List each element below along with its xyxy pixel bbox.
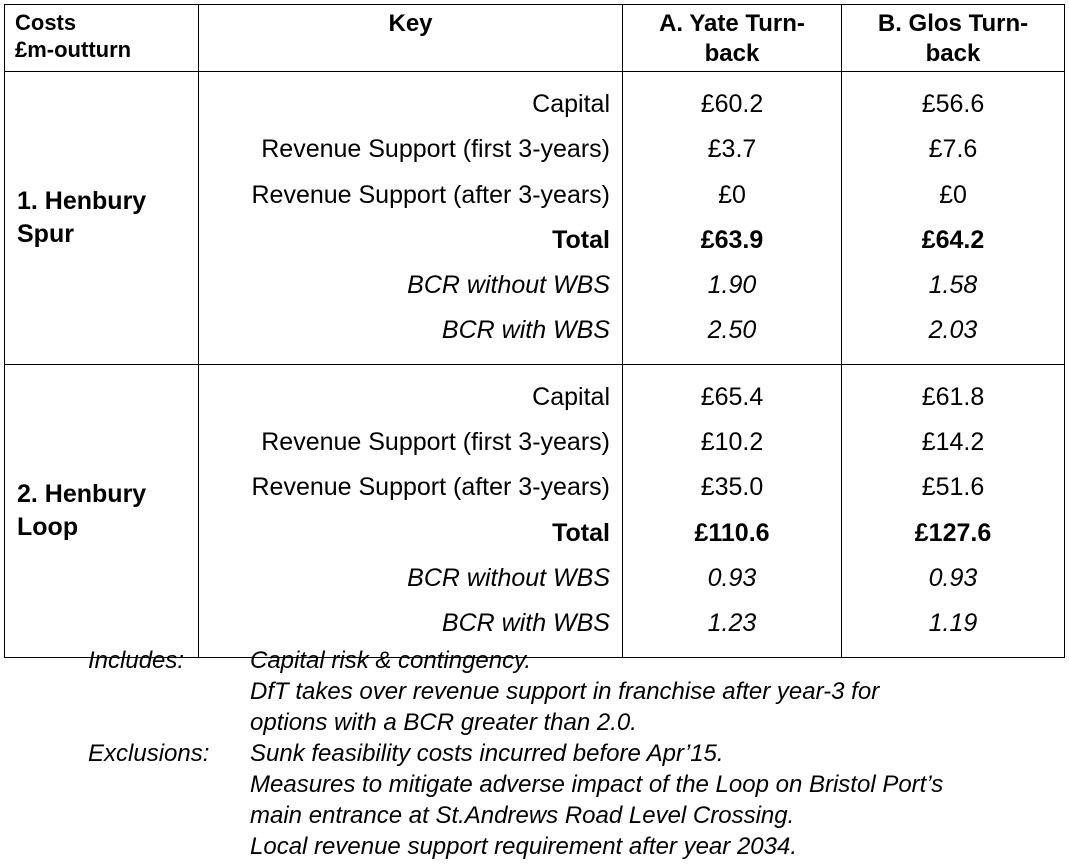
exclusions-label: Exclusions: [88,740,210,767]
key-bcr-with-wbs: BCR with WBS [441,316,610,345]
key-bcr-without-wbs: BCR without WBS [407,271,610,300]
option-a-column-henbury-loop [623,364,842,657]
key-total: Total [552,518,610,547]
header-option-b [842,5,1065,72]
value-b-capital: £56.6 [921,90,985,118]
exclusions-line: main entrance at St.Andrews Road Level Crossing. [250,802,795,829]
value-a-capital: £60.2 [700,90,764,118]
value-a-bcr-with-wbs: 2.50 [707,316,757,345]
header-key: Key [199,5,623,72]
option-a-column-henbury-spur [623,72,842,365]
header-costs-line2: £m-outturn [15,37,132,62]
group-label-henbury-loop [5,364,199,657]
header-option-a [623,5,842,72]
includes-row [0,676,1069,707]
group-label-line1: 1. Henbury [17,186,147,215]
value-a-revenue-first: £10.2 [700,428,764,457]
key-revenue-first: Revenue Support (first 3-years) [261,428,610,457]
value-b-bcr-without-wbs: 0.93 [928,563,978,592]
costs-table [4,4,1065,658]
header-costs-line1: Costs [15,10,77,35]
key-bcr-with-wbs: BCR with WBS [441,609,610,638]
value-b-revenue-after: £51.6 [921,473,985,502]
value-a-bcr-without-wbs: 1.90 [707,271,757,300]
option-b-column-henbury-loop [842,364,1065,657]
value-b-total: £64.2 [921,225,985,254]
value-b-revenue-after: £0 [939,180,967,209]
group-label-henbury-spur [5,72,199,365]
includes-line: Capital risk & contingency. [250,647,532,674]
exclusions-line: Local revenue support requirement after year 2034. [250,833,797,860]
key-column-henbury-spur [199,72,623,365]
notes-section [0,645,1069,862]
key-bcr-without-wbs: BCR without WBS [407,563,610,592]
includes-line: DfT takes over revenue support in franchise after year-3 for [250,678,880,705]
exclusions-row [0,738,1069,769]
value-b-capital: £61.8 [921,382,985,411]
value-a-total: £110.6 [694,518,770,547]
exclusions-row [0,831,1069,862]
header-option-a-line1: A. Yate Turn- [659,10,805,37]
value-b-revenue-first: £7.6 [928,135,978,164]
group-label-line1: 2. Henbury [17,479,147,508]
key-capital: Capital [532,382,610,411]
option-b-column-henbury-spur [842,72,1065,365]
exclusions-line: Measures to mitigate adverse impact of the Loop on Bristol Port’s [250,771,944,798]
value-b-total: £127.6 [914,518,992,547]
value-b-bcr-without-wbs: 1.58 [928,271,978,300]
key-revenue-after: Revenue Support (after 3-years) [251,473,610,502]
exclusions-row [0,800,1069,831]
includes-row [0,707,1069,738]
header-row [5,5,1065,72]
header-option-b-line2: back [925,40,981,67]
includes-row [0,645,1069,676]
value-b-bcr-with-wbs: 1.19 [928,609,978,638]
key-revenue-after: Revenue Support (after 3-years) [251,180,610,209]
value-a-bcr-with-wbs: 1.23 [707,609,757,638]
key-capital: Capital [532,90,610,118]
group-row-henbury-spur [5,72,1065,365]
key-revenue-first: Revenue Support (first 3-years) [261,135,610,164]
group-label-line2: Loop [17,512,79,541]
value-b-revenue-first: £14.2 [921,428,985,457]
exclusions-line: Sunk feasibility costs incurred before Apr’15. [250,740,724,767]
value-a-revenue-after: £0 [718,180,746,209]
key-column-henbury-loop [199,364,623,657]
value-a-capital: £65.4 [700,382,764,411]
value-a-total: £63.9 [700,225,764,254]
value-a-revenue-first: £3.7 [707,135,757,164]
header-option-b-line1: B. Glos Turn- [877,10,1029,37]
value-b-bcr-with-wbs: 2.03 [928,316,978,345]
value-a-bcr-without-wbs: 0.93 [707,563,757,592]
includes-label: Includes: [88,647,185,674]
header-costs [5,5,199,72]
group-label-line2: Spur [17,219,74,248]
group-row-henbury-loop [5,364,1065,657]
header-option-a-line2: back [704,40,760,67]
value-a-revenue-after: £35.0 [700,473,764,502]
key-total: Total [552,225,610,254]
exclusions-row [0,769,1069,800]
includes-line: options with a BCR greater than 2.0. [250,709,637,736]
